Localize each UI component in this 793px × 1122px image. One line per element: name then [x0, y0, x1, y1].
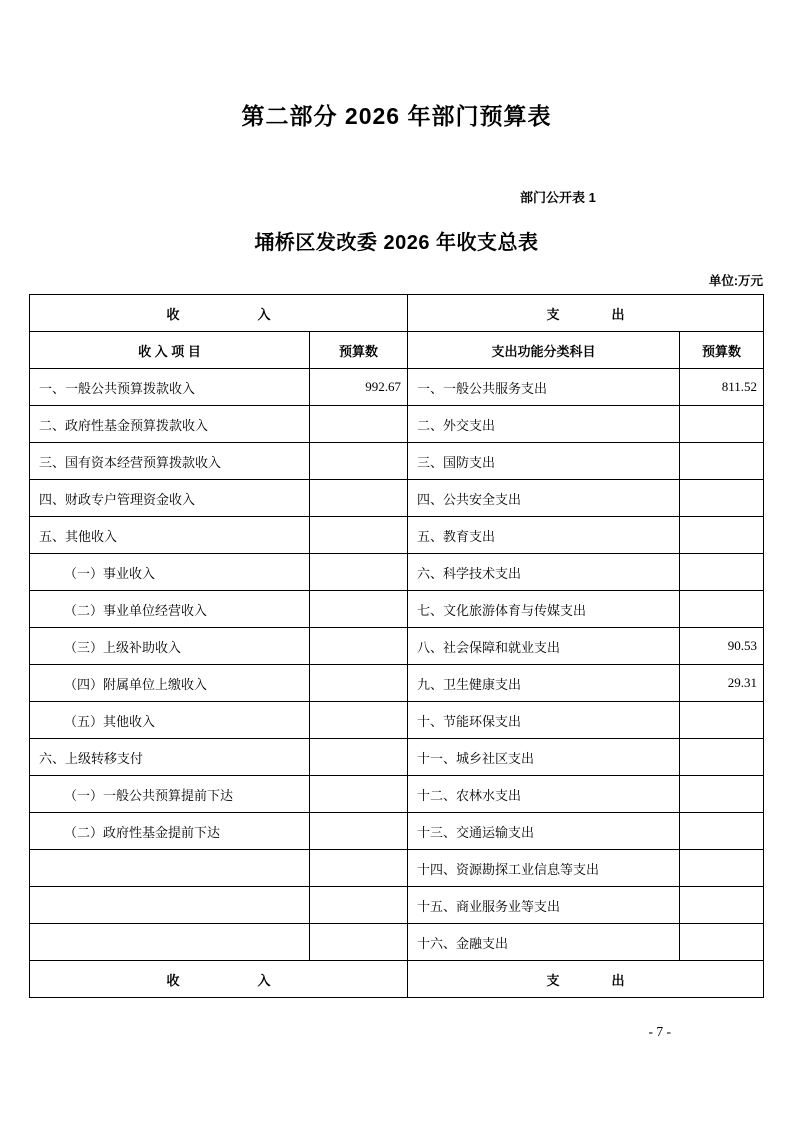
income-item-cell — [29, 924, 309, 961]
expense-item-cell: 十二、农林水支出 — [408, 776, 680, 813]
income-budget-cell — [309, 554, 407, 591]
table-row — [29, 554, 763, 591]
expense-item-cell: 九、卫生健康支出 — [408, 665, 680, 702]
expense-budget-cell — [680, 702, 764, 739]
expense-item-cell: 二、外交支出 — [408, 406, 680, 443]
income-budget-cell — [309, 591, 407, 628]
table-row — [29, 924, 763, 961]
income-item-cell — [29, 887, 309, 924]
expense-budget-cell — [680, 850, 764, 887]
table-row — [29, 443, 763, 480]
expense-item-cell: 一、一般公共服务支出 — [408, 369, 680, 406]
expense-item-cell: 十一、城乡社区支出 — [408, 739, 680, 776]
table-label: 部门公开表 1 — [520, 190, 596, 205]
income-section-footer: 收 入 — [29, 961, 407, 998]
income-budget-cell — [309, 887, 407, 924]
expense-item-cell: 五、教育支出 — [408, 517, 680, 554]
income-budget-cell — [309, 850, 407, 887]
income-budget-cell — [309, 813, 407, 850]
expense-item-cell: 七、文化旅游体育与传媒支出 — [408, 591, 680, 628]
income-item-cell: 五、其他收入 — [29, 517, 309, 554]
expense-budget-cell: 811.52 — [680, 369, 764, 406]
table-row — [29, 850, 763, 887]
income-item-cell: （一）事业收入 — [29, 554, 309, 591]
expense-budget-cell — [680, 591, 764, 628]
expense-item-cell: 十四、资源勘探工业信息等支出 — [408, 850, 680, 887]
expense-budget-cell — [680, 480, 764, 517]
expense-item-cell: 十、节能环保支出 — [408, 702, 680, 739]
expense-item-cell: 十五、商业服务业等支出 — [408, 887, 680, 924]
income-item-cell: 三、国有资本经营预算拨款收入 — [29, 443, 309, 480]
table-row — [29, 406, 763, 443]
table-body — [29, 369, 763, 961]
income-item-cell: 六、上级转移支付 — [29, 739, 309, 776]
table-row — [29, 480, 763, 517]
income-budget-cell — [309, 702, 407, 739]
table-footer — [29, 961, 763, 998]
expense-budget-cell: 29.31 — [680, 665, 764, 702]
expense-item-cell: 三、国防支出 — [408, 443, 680, 480]
table-row — [29, 369, 763, 406]
section-header-row — [29, 295, 763, 332]
unit-label: 单位:万元 — [708, 274, 763, 288]
expense-budget-cell — [680, 406, 764, 443]
income-item-cell: （二）政府性基金提前下达 — [29, 813, 309, 850]
expense-budget-cell — [680, 443, 764, 480]
expense-budget-cell — [680, 776, 764, 813]
income-budget-column-header: 预算数 — [309, 332, 407, 369]
expense-section-footer: 支 出 — [408, 961, 764, 998]
expense-section-header: 支 出 — [408, 295, 764, 332]
income-item-cell: （五）其他收入 — [29, 702, 309, 739]
expense-item-cell: 十六、金融支出 — [408, 924, 680, 961]
table-row — [29, 591, 763, 628]
expense-budget-cell — [680, 517, 764, 554]
main-title: 第二部分 2026 年部门预算表 — [241, 103, 552, 129]
income-item-column-header: 收 入 项 目 — [29, 332, 309, 369]
income-item-cell — [29, 850, 309, 887]
column-header-row — [29, 332, 763, 369]
expense-budget-cell — [680, 739, 764, 776]
expense-item-column-header: 支出功能分类科目 — [408, 332, 680, 369]
expense-budget-cell — [680, 554, 764, 591]
income-budget-cell — [309, 665, 407, 702]
income-item-cell: （二）事业单位经营收入 — [29, 591, 309, 628]
income-budget-cell — [309, 776, 407, 813]
expense-item-cell: 四、公共安全支出 — [408, 480, 680, 517]
income-item-cell: 一、一般公共预算拨款收入 — [29, 369, 309, 406]
income-budget-cell — [309, 739, 407, 776]
income-item-cell: 四、财政专户管理资金收入 — [29, 480, 309, 517]
table-row — [29, 702, 763, 739]
income-budget-cell: 992.67 — [309, 369, 407, 406]
income-budget-cell — [309, 517, 407, 554]
income-item-cell: （一）一般公共预算提前下达 — [29, 776, 309, 813]
budget-table — [29, 294, 764, 998]
expense-budget-cell: 90.53 — [680, 628, 764, 665]
expense-item-cell: 八、社会保障和就业支出 — [408, 628, 680, 665]
section-footer-row — [29, 961, 763, 998]
expense-item-cell: 六、科学技术支出 — [408, 554, 680, 591]
table-row — [29, 628, 763, 665]
income-item-cell: （四）附属单位上缴收入 — [29, 665, 309, 702]
table-row — [29, 813, 763, 850]
income-budget-cell — [309, 924, 407, 961]
expense-budget-column-header: 预算数 — [680, 332, 764, 369]
expense-item-cell: 十三、交通运输支出 — [408, 813, 680, 850]
table-row — [29, 665, 763, 702]
expense-budget-cell — [680, 813, 764, 850]
expense-budget-cell — [680, 924, 764, 961]
table-row — [29, 517, 763, 554]
income-budget-cell — [309, 480, 407, 517]
expense-budget-cell — [680, 887, 764, 924]
page-number: - 7 - — [648, 1024, 671, 1039]
income-item-cell: 二、政府性基金预算拨款收入 — [29, 406, 309, 443]
table-row — [29, 739, 763, 776]
income-item-cell: （三）上级补助收入 — [29, 628, 309, 665]
income-budget-cell — [309, 443, 407, 480]
table-row — [29, 776, 763, 813]
table-header — [29, 295, 763, 369]
income-budget-cell — [309, 628, 407, 665]
income-section-header: 收 入 — [29, 295, 407, 332]
income-budget-cell — [309, 406, 407, 443]
table-row — [29, 887, 763, 924]
table-title: 埇桥区发改委 2026 年收支总表 — [254, 232, 539, 254]
